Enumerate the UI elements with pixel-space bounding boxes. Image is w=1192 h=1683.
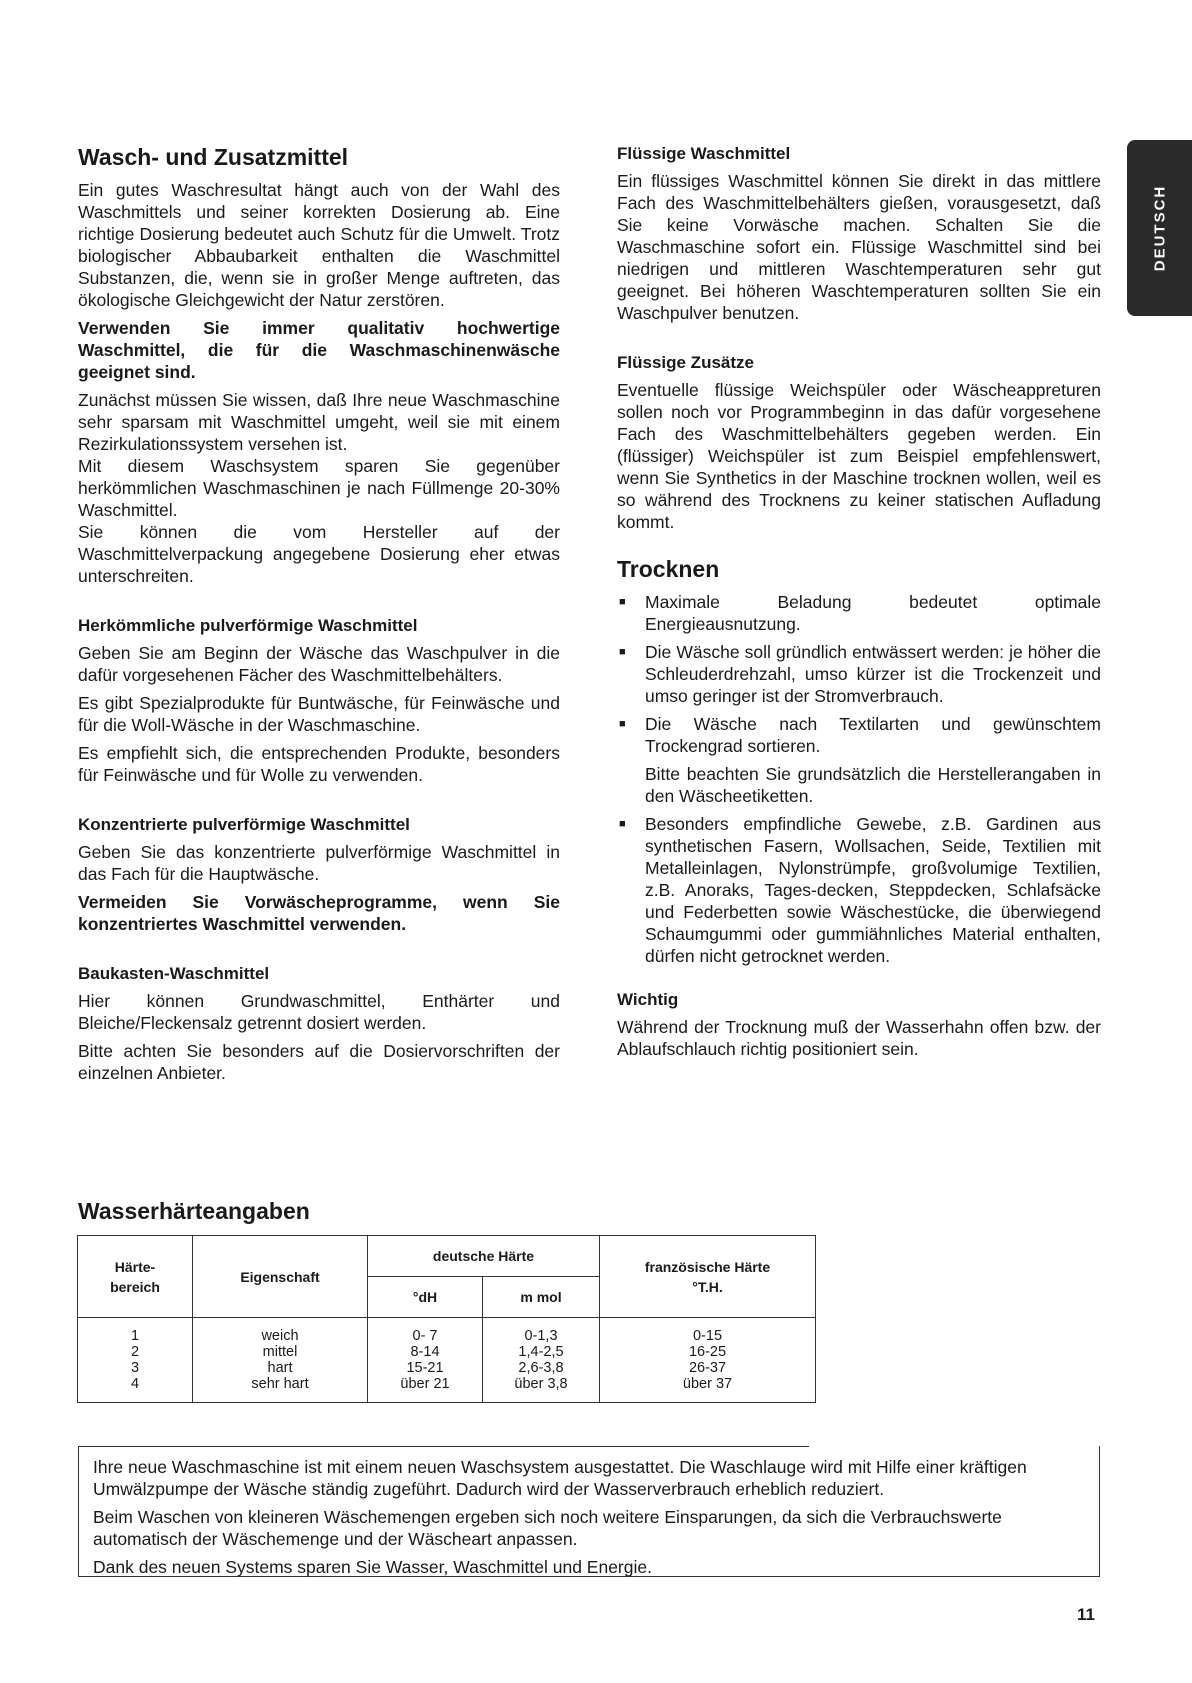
dh-column [368, 1318, 483, 1403]
info-paragraph: Beim Waschen von kleineren Wäschemengen ergeben sich noch weitere Einsparungen, da sich die Verbrauchswerte automatisch der Wäschemenge und der Wäscheart anpassen. [93, 1507, 1002, 1549]
page-number: 11 [1077, 1605, 1095, 1624]
table-cell: 1 [130, 1328, 140, 1344]
section-title-fluessige-zusaetze: Flüssige Zusätze [617, 353, 754, 372]
table-cell: mittel [262, 1344, 298, 1360]
table-cell: weich [261, 1328, 299, 1344]
table-cell: über 3,8 [514, 1376, 568, 1392]
paragraph: Zunächst müssen Sie wissen, daß Ihre neue Waschmaschine sehr sparsam mit Waschmittel umgeht, weil sie mit einem Rezirkulationssystem versehen ist. [78, 390, 560, 454]
table-cell: über 37 [682, 1376, 733, 1392]
drying-tips-list [617, 591, 1101, 967]
section-title-wasch-zusatzmittel: Wasch- und Zusatzmittel [78, 144, 349, 170]
paragraph: Während der Trocknung muß der Wasserhahn offen bzw. der Ablaufschlauch richtig positioniert sein. [617, 1017, 1101, 1059]
bold-notice: Verwenden Sie immer qualitativ hochwertige Waschmittel, die für die Waschmaschinenwäsche geeignet sind. [78, 318, 560, 382]
table-header-row [78, 1236, 816, 1277]
section-title-baukasten: Baukasten-Waschmittel [78, 964, 270, 983]
info-paragraph: Ihre neue Waschmaschine ist mit einem neuen Waschsystem ausgestattet. Die Waschlauge wird mit Hilfe einer kräftigen Umwälzpumpe der Wäsche ständig zugeführt. Dadurch wird der Wasserverbrauch erheblich reduziert. [93, 1457, 1027, 1499]
paragraph: Bitte achten Sie besonders auf die Dosiervorschriften der einzelnen Anbieter. [78, 1041, 560, 1083]
table-cell: 0- 7 [412, 1328, 438, 1344]
bold-notice: Vermeiden Sie Vorwäscheprogramme, wenn Sie konzentriertes Waschmittel verwenden. [78, 892, 560, 934]
range-column [78, 1318, 193, 1403]
header-german-hardness: deutsche Härte [368, 1236, 600, 1277]
info-box [78, 1446, 1100, 1577]
water-hardness-table [77, 1235, 816, 1403]
header-french-hardness: französische Härte °T.H. [600, 1236, 816, 1318]
section-title-herkoemmliche: Herkömmliche pulverförmige Waschmittel [78, 616, 418, 635]
table-cell: über 21 [400, 1376, 450, 1392]
table-cell: 0-1,3 [524, 1328, 558, 1344]
th-column [600, 1318, 816, 1403]
right-column [617, 143, 1101, 1066]
bullet-icon: ■ [619, 818, 626, 830]
table-body-row [78, 1318, 816, 1403]
section-title-konzentrierte: Konzentrierte pulverförmige Waschmittel [78, 815, 410, 834]
table-cell: 16-25 [688, 1344, 727, 1360]
left-column [78, 143, 560, 1090]
water-hardness-title: Wasserhärteangaben [78, 1198, 310, 1224]
table-cell: 15-21 [406, 1360, 444, 1376]
language-tab [1127, 140, 1192, 316]
list-item: ■ Besonders empfindliche Gewebe, z.B. Gardinen aus synthetischen Fasern, Wollsachen, Seide, Textilien mit Metalleinlagen, Nylonstrümpfe, großvolumige Textilien, z.B. Anoraks, Tages-decken, Steppdecken, Schlafsäcke und Federbetten sowie Wäschestücke, die überwiegend Schaumgummi oder gummiähnliches Material enthalten, dürfen nicht getrocknet werden. [619, 814, 1101, 966]
table-cell: sehr hart [251, 1376, 309, 1392]
section-title-fluessige-waschmittel: Flüssige Waschmittel [617, 144, 791, 163]
list-item: ■ Die Wäsche soll gründlich entwässert werden: je höher die Schleuderdrehzahl, umso kürzer ist die Trockenzeit und umso geringer ist der Stromverbrauch. [619, 642, 1101, 706]
list-item-note: Bitte beachten Sie grundsätzlich die Herstellerangaben in den Wäscheetiketten. [645, 764, 1101, 806]
table-cell: 8-14 [410, 1344, 440, 1360]
table-cell: 3 [130, 1360, 140, 1376]
paragraph: Es gibt Spezialprodukte für Buntwäsche, für Feinwäsche und für die Woll-Wäsche in der Waschmaschine. [78, 693, 560, 735]
paragraph: Eventuelle flüssige Weichspüler oder Wäscheappreturen sollen noch vor Programmbeginn in das dafür vorgesehene Fach des Waschmittelbehälters gegeben werden. Ein (flüssiger) Weichspüler ist zum Beispiel empfehlenswert, wenn Sie Synthetics in der Maschine trocknen wollen, weil es so während des Trocknens zu keiner statischen Aufladung kommt. [617, 380, 1101, 532]
language-tab-label: DEUTSCH [1151, 184, 1168, 272]
table-cell: 26-37 [688, 1360, 727, 1376]
table-cell: 2,6-3,8 [518, 1360, 564, 1376]
paragraph: Hier können Grundwaschmittel, Enthärter und Bleiche/Fleckensalz getrennt dosiert werden. [78, 991, 560, 1033]
table-cell: 2 [130, 1344, 140, 1360]
list-item: ■ Die Wäsche nach Textilarten und gewünschtem Trockengrad sortieren. Bitte beachten Sie grundsätzlich die Herstellerangaben in den Wäscheetiketten. [619, 714, 1101, 806]
table-cell: 0-15 [692, 1328, 723, 1344]
table-cell: 4 [130, 1376, 140, 1392]
bullet-icon: ■ [619, 718, 626, 730]
paragraph: Mit diesem Waschsystem sparen Sie gegenüber herkömmlichen Waschmaschinen je nach Füllmenge 20-30% Waschmittel. [78, 456, 560, 520]
table-cell: 1,4-2,5 [518, 1344, 564, 1360]
paragraph: Geben Sie das konzentrierte pulverförmige Waschmittel in das Fach für die Hauptwäsche. [78, 842, 560, 884]
paragraph: Ein flüssiges Waschmittel können Sie direkt in das mittlere Fach des Waschmittelbehälters gießen, vorausgesetzt, daß Sie keine Vorwäsche machen. Schalten Sie die Waschmaschine sofort ein. Flüssige Waschmittel sind bei niedrigen und mittleren Waschtemperaturen sehr gut geeignet. Bei höheren Waschtemperaturen sollten Sie ein Waschpulver benutzen. [617, 171, 1101, 323]
paragraph: Ein gutes Waschresultat hängt auch von der Wahl des Waschmittels und seiner korrekten Dosierung ab. Eine richtige Dosierung bedeutet auch Schutz für die Umwelt. Trotz biologischer Abbaubarkeit enthalten die Waschmittel Substanzen, die, wenn sie in großer Menge auftreten, das ökologische Gleichgewicht der Natur zerstören. [78, 180, 560, 310]
list-item: ■ Maximale Beladung bedeutet optimale Energieausnutzung. [619, 592, 1101, 634]
section-title-trocknen: Trocknen [617, 556, 720, 582]
table-cell: hart [267, 1360, 293, 1376]
bullet-icon: ■ [619, 596, 626, 608]
header-range: Härte- bereich [78, 1236, 193, 1318]
mmol-column [483, 1318, 600, 1403]
paragraph: Sie können die vom Hersteller auf der Waschmittelverpackung angegebene Dosierung eher etwas unterschreiten. [78, 522, 560, 586]
bullet-icon: ■ [619, 646, 626, 658]
header-property: Eigenschaft [193, 1236, 368, 1318]
header-mmol: m mol [483, 1277, 600, 1318]
info-paragraph: Dank des neuen Systems sparen Sie Wasser, Waschmittel und Energie. [93, 1557, 652, 1577]
header-dh: °dH [368, 1277, 483, 1318]
property-column [193, 1318, 368, 1403]
section-title-wichtig: Wichtig [617, 990, 679, 1009]
paragraph: Es empfiehlt sich, die entsprechenden Produkte, besonders für Feinwäsche und für Wolle zu verwenden. [78, 743, 560, 785]
paragraph: Geben Sie am Beginn der Wäsche das Waschpulver in die dafür vorgesehenen Fächer des Waschmittelbehälters. [78, 643, 560, 685]
